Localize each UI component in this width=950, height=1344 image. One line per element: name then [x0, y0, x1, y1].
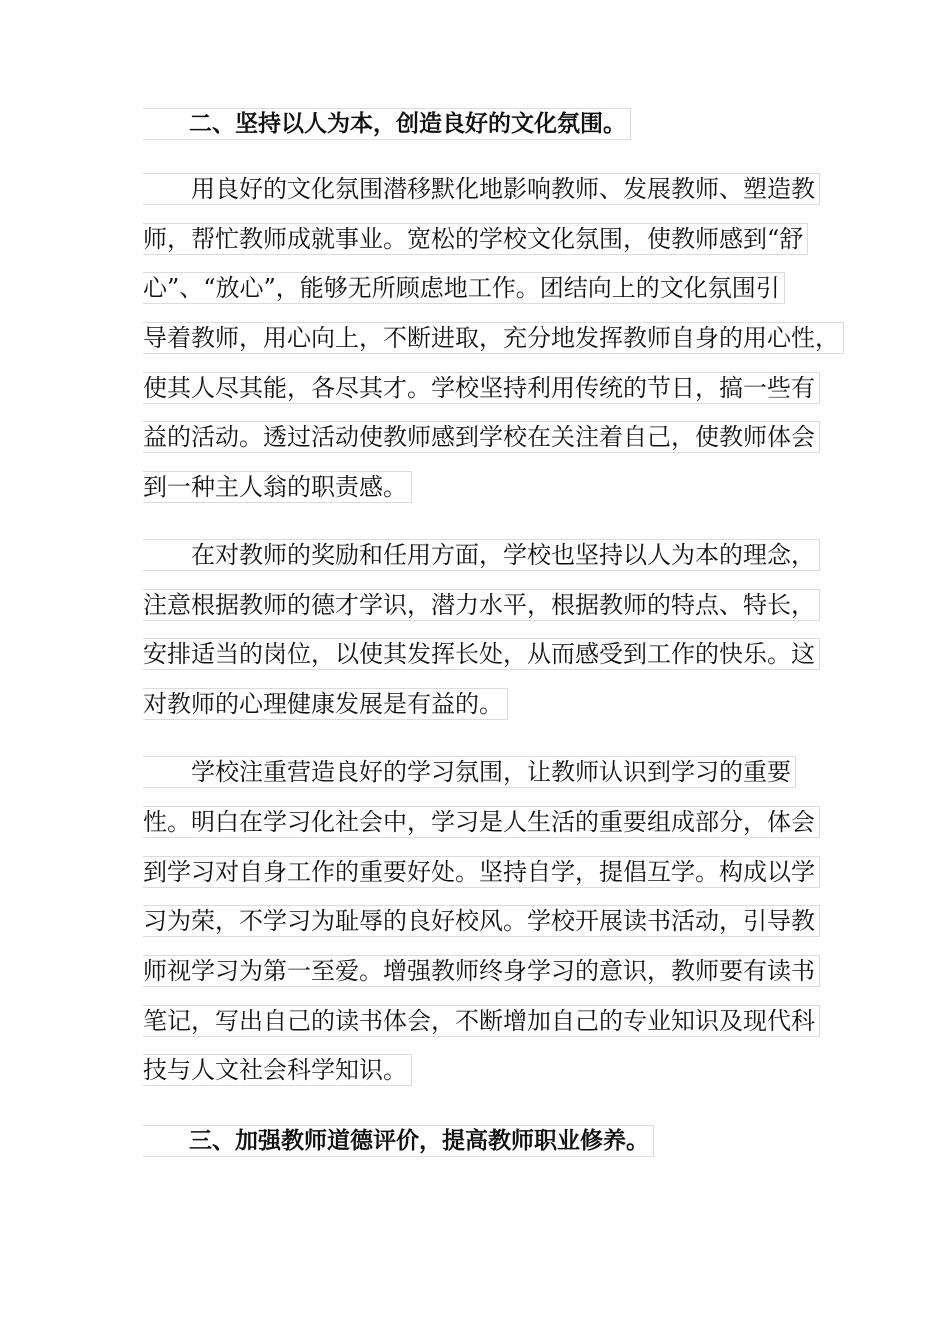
text-line: 用良好的文化氛围潜移默化地影响教师、发展教师、塑造教 [143, 173, 820, 205]
text-line: 注意根据教师的德才学识，潜力水平，根据教师的特点、特长， [143, 589, 820, 621]
text-line: 学校注重营造良好的学习氛围，让教师认识到学习的重要 [143, 756, 796, 788]
text-line: 到学习对自身工作的重要好处。坚持自学，提倡互学。构成以学 [143, 856, 820, 888]
text-line: 益的活动。透过活动使教师感到学校在关注着自己，使教师体会 [143, 421, 820, 453]
text-line: 性。明白在学习化社会中，学习是人生活的重要组成部分，体会 [143, 806, 820, 838]
text-line: 安排适当的岗位，以使其发挥长处，从而感受到工作的快乐。这 [143, 638, 820, 670]
text-line: 心”、“放心”，能够无所顾虑地工作。团结向上的文化氛围引 [143, 272, 785, 304]
text-line: 对教师的心理健康发展是有益的。 [143, 688, 508, 720]
section-heading-3: 三、加强教师道德评价，提高教师职业修养。 [143, 1125, 654, 1157]
section-heading-2: 二、坚持以人为本，创造良好的文化氛围。 [143, 108, 631, 140]
text-line: 使其人尽其能，各尽其才。学校坚持利用传统的节日，搞一些有 [143, 372, 820, 404]
text-line: 导着教师，用心向上，不断进取，充分地发挥教师自身的用心性， [143, 322, 844, 354]
text-line: 师，帮忙教师成就事业。宽松的学校文化氛围，使教师感到“舒 [143, 223, 808, 255]
text-line: 师视学习为第一至爱。增强教师终身学习的意识，教师要有读书 [143, 955, 820, 987]
text-line: 笔记，写出自己的读书体会，不断增加自己的专业知识及现代科 [143, 1005, 820, 1037]
text-line: 习为荣，不学习为耻辱的良好校风。学校开展读书活动，引导教 [143, 905, 820, 937]
text-line: 技与人文社会科学知识。 [143, 1054, 412, 1086]
text-line: 到一种主人翁的职责感。 [143, 471, 412, 503]
text-line: 在对教师的奖励和任用方面，学校也坚持以人为本的理念， [143, 539, 820, 571]
